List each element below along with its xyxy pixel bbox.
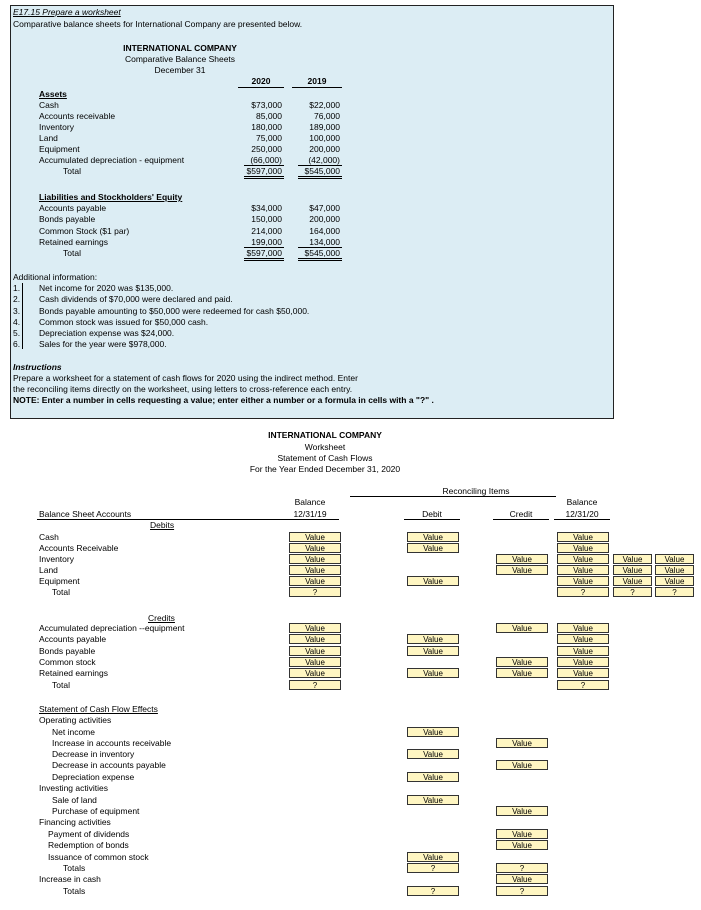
- credit-debit-cell[interactable]: Value: [407, 668, 459, 678]
- cf-credit-cell[interactable]: Value: [496, 829, 548, 839]
- additional-text: Common stock was issued for $50,000 cash.: [39, 317, 209, 327]
- extra-cell[interactable]: Value: [655, 554, 694, 564]
- asset-2019: 100,000: [309, 133, 340, 143]
- debit-end-cell[interactable]: Value: [557, 532, 609, 542]
- ws-company: INTERNATIONAL COMPANY: [268, 430, 382, 440]
- liability-label: Accounts payable: [39, 203, 107, 213]
- credit-credit-cell[interactable]: Value: [496, 623, 548, 633]
- credit-end-total-cell[interactable]: ?: [557, 680, 609, 690]
- cf-row-label: Operating activities: [39, 715, 112, 725]
- instructions-line-2: the reconciling items directly on the worksheet, using letters to cross-reference each entry.: [13, 384, 353, 394]
- cf-debit-cell[interactable]: Value: [407, 795, 459, 805]
- cf-row-label: Totals: [63, 886, 86, 896]
- cf-debit-total-cell[interactable]: ?: [407, 863, 459, 873]
- additional-text: Cash dividends of $70,000 were declared and paid.: [39, 294, 233, 304]
- additional-num: 1.: [13, 283, 21, 293]
- debit-beg-cell[interactable]: Value: [289, 532, 341, 542]
- debit-debit-cell[interactable]: Value: [407, 576, 459, 586]
- credit-beg-cell[interactable]: Value: [289, 657, 341, 667]
- asset-2020: $73,000: [251, 100, 282, 110]
- debit-credit-cell[interactable]: Value: [496, 565, 548, 575]
- debit-beg-cell[interactable]: Value: [289, 543, 341, 553]
- cf-row-label: Decrease in inventory: [52, 749, 135, 759]
- asset-label: Cash: [39, 100, 59, 110]
- cf-credit-total-cell[interactable]: ?: [496, 863, 548, 873]
- additional-num: 5.: [13, 328, 21, 338]
- credit-credit-cell[interactable]: Value: [496, 668, 548, 678]
- debit-debit-cell[interactable]: Value: [407, 532, 459, 542]
- debit-end-cell[interactable]: Value: [557, 543, 609, 553]
- debit-row-label: Accounts Receivable: [39, 543, 119, 553]
- col-balance-end: Balance: [566, 497, 598, 507]
- assets-heading: Assets: [39, 89, 67, 99]
- cf-row-label: Decrease in accounts payable: [52, 760, 166, 770]
- extra-cell[interactable]: Value: [655, 565, 694, 575]
- asset-label: Inventory: [39, 122, 74, 132]
- instructions-heading: Instructions: [13, 362, 62, 372]
- asset-total-2019: $545,000: [304, 166, 340, 176]
- cf-row-label: Totals: [63, 863, 86, 873]
- ws-period: For the Year Ended December 31, 2020: [249, 464, 401, 474]
- cf-row-label: Payment of dividends: [48, 829, 130, 839]
- cf-row-label: Depreciation expense: [52, 772, 135, 782]
- liability-2020: 214,000: [251, 226, 282, 236]
- debit-debit-cell[interactable]: Value: [407, 543, 459, 553]
- extra-cell[interactable]: Value: [613, 565, 652, 575]
- col-credit: Credit: [509, 509, 533, 519]
- extra-total-cell[interactable]: ?: [613, 587, 652, 597]
- problem-intro: Comparative balance sheets for International Company are presented below.: [13, 19, 303, 29]
- extra-cell[interactable]: Value: [613, 576, 652, 586]
- credit-row-label: Common stock: [39, 657, 96, 667]
- asset-2020: 85,000: [256, 111, 282, 121]
- debit-end-total-cell[interactable]: ?: [557, 587, 609, 597]
- asset-total-2020: $597,000: [246, 166, 282, 176]
- credit-end-cell[interactable]: Value: [557, 668, 609, 678]
- debit-row-label: Equipment: [39, 576, 80, 586]
- asset-label: Accumulated depreciation - equipment: [39, 155, 185, 165]
- debit-end-cell[interactable]: Value: [557, 576, 609, 586]
- col-date-beg: 12/31/19: [293, 509, 327, 519]
- cf-credit-cell[interactable]: Value: [496, 840, 548, 850]
- asset-2020: 75,000: [256, 133, 282, 143]
- credit-beg-cell[interactable]: Value: [289, 623, 341, 633]
- cf-row-label: Net income: [52, 727, 95, 737]
- additional-num: 2.: [13, 294, 21, 304]
- cf-row-label: Redemption of bonds: [48, 840, 129, 850]
- instructions-note: NOTE: Enter a number in cells requesting a value; enter either a number or a formula in cells with a "?" .: [13, 395, 434, 405]
- liability-2019: 164,000: [309, 226, 340, 236]
- bs-statement: Comparative Balance Sheets: [124, 54, 236, 64]
- asset-2020: 180,000: [251, 122, 282, 132]
- bsa-heading: Balance Sheet Accounts: [39, 509, 132, 519]
- credit-end-cell[interactable]: Value: [557, 657, 609, 667]
- ws-title: Worksheet: [304, 442, 346, 452]
- asset-2019: 189,000: [309, 122, 340, 132]
- liability-2020: 150,000: [251, 214, 282, 224]
- cf-row-label: Purchase of equipment: [52, 806, 140, 816]
- credit-beg-cell[interactable]: Value: [289, 634, 341, 644]
- debit-beg-cell[interactable]: Value: [289, 554, 341, 564]
- bs-date: December 31: [154, 65, 206, 75]
- liability-total-2019: $545,000: [304, 248, 340, 258]
- debit-beg-cell[interactable]: Value: [289, 565, 341, 575]
- asset-2019: $22,000: [309, 100, 340, 110]
- debit-end-cell[interactable]: Value: [557, 554, 609, 564]
- additional-num: 6.: [13, 339, 21, 349]
- additional-num: 4.: [13, 317, 21, 327]
- cf-credit-cell[interactable]: Value: [496, 760, 548, 770]
- extra-total-cell[interactable]: ?: [655, 587, 694, 597]
- credit-row-label: Retained earnings: [39, 668, 108, 678]
- ws-statement: Statement of Cash Flows: [277, 453, 373, 463]
- asset-2019: 76,000: [314, 111, 340, 121]
- col-debit: Debit: [422, 509, 442, 519]
- liability-label: Retained earnings: [39, 237, 108, 247]
- debit-row-label: Inventory: [39, 554, 74, 564]
- liability-2020: 199,000: [251, 237, 282, 247]
- additional-num: 3.: [13, 306, 21, 316]
- reconciling-items-header: Reconciling Items: [442, 486, 510, 496]
- liability-2019: 200,000: [309, 214, 340, 224]
- cf-debit-cell[interactable]: Value: [407, 852, 459, 862]
- asset-label: Equipment: [39, 144, 80, 154]
- credit-row-label: Accounts payable: [39, 634, 107, 644]
- credit-row-label: Total: [52, 680, 70, 690]
- cf-debit-grand-total-cell[interactable]: ?: [407, 886, 459, 896]
- liability-2019: 134,000: [309, 237, 340, 247]
- liability-total-2020: $597,000: [246, 248, 282, 258]
- cf-credit-grand-total-cell[interactable]: ?: [496, 886, 548, 896]
- liabilities-heading: Liabilities and Stockholders' Equity: [39, 192, 183, 202]
- cf-debit-cell[interactable]: Value: [407, 772, 459, 782]
- cf-row-label: Increase in cash: [39, 874, 101, 884]
- credit-end-cell[interactable]: Value: [557, 623, 609, 633]
- cf-credit-cell[interactable]: Value: [496, 806, 548, 816]
- credit-debit-cell[interactable]: Value: [407, 634, 459, 644]
- liability-label: Common Stock ($1 par): [39, 226, 130, 236]
- additional-text: Bonds payable amounting to $50,000 were redeemed for cash $50,000.: [39, 306, 310, 316]
- debit-row-label: Cash: [39, 532, 59, 542]
- additional-heading: Additional information:: [13, 272, 98, 282]
- col-date-end: 12/31/20: [565, 509, 599, 519]
- asset-2019: (42,000): [308, 155, 340, 165]
- credit-row-label: Bonds payable: [39, 646, 96, 656]
- extra-cell[interactable]: Value: [655, 576, 694, 586]
- bs-company: INTERNATIONAL COMPANY: [123, 43, 237, 53]
- debits-heading: Debits: [150, 520, 175, 530]
- credit-end-cell[interactable]: Value: [557, 646, 609, 656]
- asset-2020: 250,000: [251, 144, 282, 154]
- liability-2019: $47,000: [309, 203, 340, 213]
- asset-total-label: Total: [63, 166, 81, 176]
- credit-beg-total-cell[interactable]: ?: [289, 680, 341, 690]
- cash-flow-heading: Statement of Cash Flow Effects: [39, 704, 158, 714]
- credit-debit-cell[interactable]: Value: [407, 646, 459, 656]
- credit-credit-cell[interactable]: Value: [496, 657, 548, 667]
- debit-beg-cell[interactable]: Value: [289, 576, 341, 586]
- debit-row-label: Land: [39, 565, 58, 575]
- year-2020-header: 2020: [251, 76, 271, 86]
- asset-2019: 200,000: [309, 144, 340, 154]
- credits-heading: Credits: [148, 613, 175, 623]
- credit-row-label: Accumulated depreciation --equipment: [39, 623, 185, 633]
- debit-credit-cell[interactable]: Value: [496, 554, 548, 564]
- debit-end-cell[interactable]: Value: [557, 565, 609, 575]
- liability-label: Bonds payable: [39, 214, 96, 224]
- cf-credit-cell[interactable]: Value: [496, 874, 548, 884]
- liability-2020: $34,000: [251, 203, 282, 213]
- cf-debit-cell[interactable]: Value: [407, 727, 459, 737]
- cf-row-label: Financing activities: [39, 817, 111, 827]
- problem-title: E17.15 Prepare a worksheet: [13, 7, 121, 17]
- instructions-line-1: Prepare a worksheet for a statement of cash flows for 2020 using the indirect method. Enter: [13, 373, 358, 383]
- liability-total-label: Total: [63, 248, 81, 258]
- debit-beg-total-cell[interactable]: ?: [289, 587, 341, 597]
- year-2019-header: 2019: [307, 76, 327, 86]
- asset-label: Land: [39, 133, 58, 143]
- cf-row-label: Issuance of common stock: [48, 852, 149, 862]
- credit-beg-cell[interactable]: Value: [289, 646, 341, 656]
- asset-2020: (66,000): [250, 155, 282, 165]
- debit-row-label: Total: [52, 587, 70, 597]
- additional-text: Sales for the year were $978,000.: [39, 339, 167, 349]
- cf-row-label: Sale of land: [52, 795, 97, 805]
- asset-label: Accounts receivable: [39, 111, 116, 121]
- cf-credit-cell[interactable]: Value: [496, 738, 548, 748]
- cf-row-label: Investing activities: [39, 783, 108, 793]
- credit-beg-cell[interactable]: Value: [289, 668, 341, 678]
- col-balance-beg: Balance: [294, 497, 326, 507]
- cf-debit-cell[interactable]: Value: [407, 749, 459, 759]
- cf-row-label: Increase in accounts receivable: [52, 738, 172, 748]
- additional-text: Depreciation expense was $24,000.: [39, 328, 175, 338]
- credit-end-cell[interactable]: Value: [557, 634, 609, 644]
- extra-cell[interactable]: Value: [613, 554, 652, 564]
- additional-text: Net income for 2020 was $135,000.: [39, 283, 174, 293]
